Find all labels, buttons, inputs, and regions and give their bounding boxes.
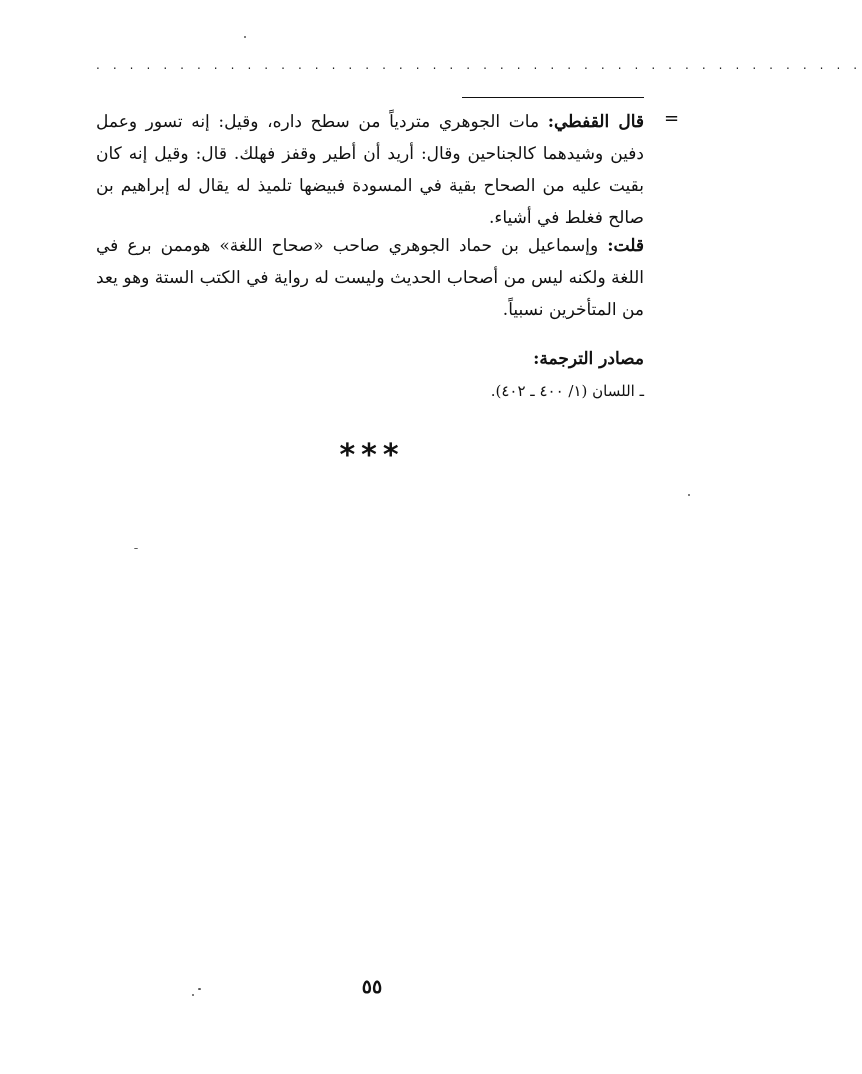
- source-item: ـ اللسان (١/ ٤٠٠ ـ ٤٠٢).: [490, 382, 644, 400]
- scan-speck: [134, 548, 138, 549]
- paragraph-text: مات الجوهري متردياً من سطح داره، وقيل: إنه تسور وعمل دفين وشيدهما كالجناحين وقال: أريد أن أطير وقفز فهلك. قال: وقيل إنه كان بقيت عليه من الصحاح بقية في المسودة فبيضها تلميذ له يقال له إبراهيم بن صالح فغلط في أشياء.: [96, 112, 644, 228]
- scan-speck: [244, 36, 246, 38]
- scan-speck: [192, 994, 194, 996]
- continuation-mark: =: [664, 108, 680, 129]
- paragraph-lead: قال القفطي:: [547, 112, 644, 132]
- dotted-leader: . . . . . . . . . . . . . . . . . . . . . . . . . . . . . . . . . . . . . . . . . . . . . .: [96, 58, 862, 72]
- scan-speck: [198, 988, 201, 990]
- page-number: ٥٥: [361, 976, 383, 998]
- paragraph-note: [96, 230, 644, 326]
- paragraph-text: وإسماعيل بن حماد الجوهري صاحب «صحاح اللغة» هوممن برع في اللغة ولكنه ليس من أصحاب الحديث وليست له رواية في الكتب الستة وهو يعد من المتأخرين نسبياً.: [96, 236, 644, 320]
- paragraph-lead: قلت:: [607, 236, 644, 256]
- paragraph-qifti: [96, 106, 644, 234]
- section-separator: ***: [339, 438, 405, 473]
- scan-speck: [688, 494, 690, 496]
- sources-heading: مصادر الترجمة:: [533, 349, 644, 369]
- footnote-rule: [462, 97, 644, 98]
